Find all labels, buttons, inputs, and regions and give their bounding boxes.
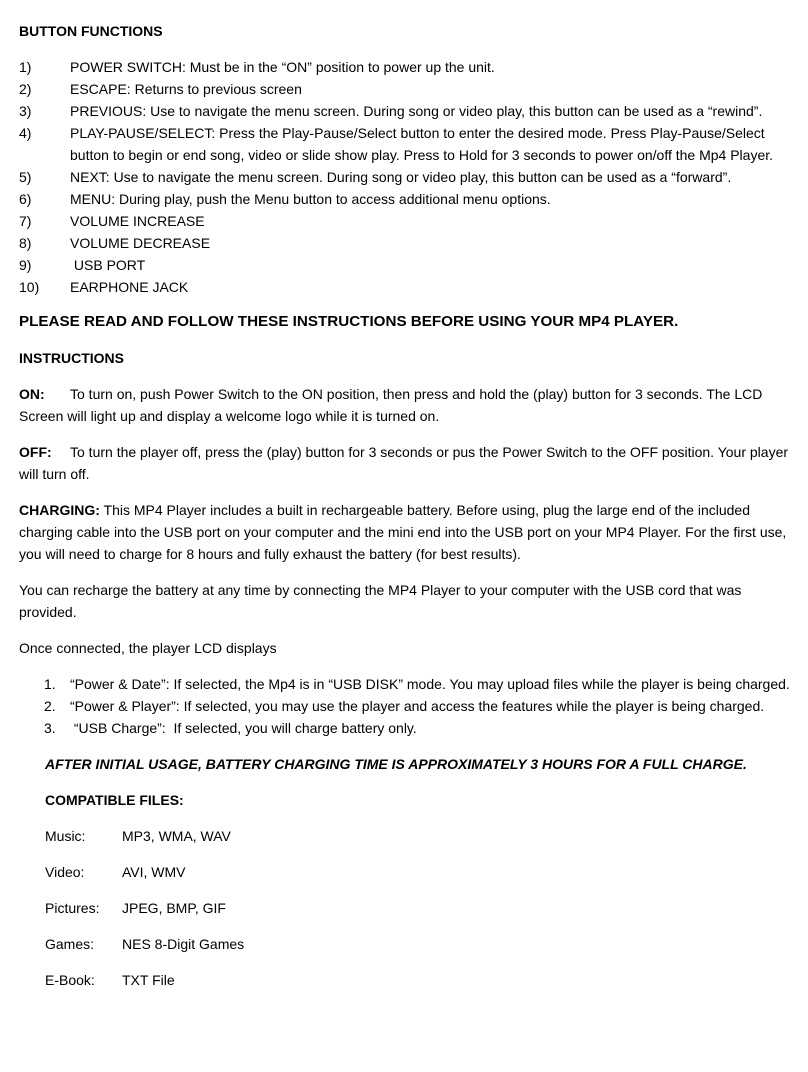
on-paragraph <box>19 383 794 427</box>
file-formats: TXT File <box>122 972 175 988</box>
file-category: Pictures: <box>45 900 100 916</box>
list-item-text: EARPHONE JACK <box>70 279 189 295</box>
off-paragraph <box>19 441 794 485</box>
list-item-text: “Power & Date”: If selected, the Mp4 is in “USB DISK” mode. You may upload files while the player is being charged. <box>70 676 790 692</box>
charging-time-warning: AFTER INITIAL USAGE, BATTERY CHARGING TIME IS APPROXIMATELY 3 HOURS FOR A FULL CHARGE. <box>45 756 747 772</box>
on-label: ON: <box>19 386 45 402</box>
list-item <box>19 100 794 122</box>
list-item-number: 2) <box>19 81 32 97</box>
button-functions-list <box>19 56 794 298</box>
list-item-text: POWER SWITCH: Must be in the “ON” position to power up the unit. <box>70 59 495 75</box>
list-item-number: 4) <box>19 125 32 141</box>
list-item-text: VOLUME INCREASE <box>70 213 205 229</box>
list-item-number: 6) <box>19 191 32 207</box>
charging-text: This MP4 Player includes a built in rechargeable battery. Before using, plug the large end of the included charging cable into the USB port on your computer and the mini end into the USB port on your MP4 Player. For the first use, you will need to charge for 8 hours and fully exhaust the battery (for best results). <box>19 502 787 562</box>
file-formats: AVI, WMV <box>122 864 186 880</box>
list-item-number: 10) <box>19 279 40 295</box>
list-item-text: USB PORT <box>70 257 146 273</box>
off-label: OFF: <box>19 444 52 460</box>
list-item-number: 1. <box>44 676 56 692</box>
charge-modes-list <box>19 673 794 739</box>
list-item-text: PREVIOUS: Use to navigate the menu screen. During song or video play, this button can be used as a “rewind”. <box>70 103 763 119</box>
charging-label: CHARGING: <box>19 502 100 518</box>
list-item <box>19 188 794 210</box>
list-item <box>19 210 794 232</box>
list-item <box>19 232 794 254</box>
compatible-files-heading: COMPATIBLE FILES: <box>45 792 184 808</box>
list-item-number: 9) <box>19 257 32 273</box>
file-category: E-Book: <box>45 972 95 988</box>
list-item-text: PLAY-PAUSE/SELECT: Press the Play-Pause/Select button to enter the desired mode. Press Play-Pause/Select button to begin or end song, video or slide show play. Press to Hold for 3 seconds to power on/off the Mp4 Player. <box>70 125 774 163</box>
list-item-text: “Power & Player”: If selected, you may use the player and access the features while the player is being charged. <box>70 698 765 714</box>
off-text: To turn the player off, press the (play) button for 3 seconds or pus the Power Switch to the OFF position. Your player will turn off. <box>19 444 789 482</box>
list-item <box>19 717 794 739</box>
file-category: Video: <box>45 864 85 880</box>
file-formats: NES 8-Digit Games <box>122 936 245 952</box>
list-item-text: VOLUME DECREASE <box>70 235 211 251</box>
list-item-number: 7) <box>19 213 32 229</box>
compatible-file-row <box>45 969 794 991</box>
list-item <box>19 276 794 298</box>
instructions-heading: INSTRUCTIONS <box>19 350 124 366</box>
list-item-number: 2. <box>44 698 56 714</box>
document-page <box>19 20 794 1005</box>
list-item-number: 1) <box>19 59 32 75</box>
file-formats: MP3, WMA, WAV <box>122 828 231 844</box>
list-item-number: 5) <box>19 169 32 185</box>
list-item <box>19 78 794 100</box>
list-item-number: 8) <box>19 235 32 251</box>
list-item <box>19 122 794 166</box>
list-item-text: ESCAPE: Returns to previous screen <box>70 81 302 97</box>
compatible-file-row <box>45 825 794 847</box>
list-item <box>19 254 794 276</box>
on-text: To turn on, push Power Switch to the ON position, then press and hold the (play) button for 3 seconds. The LCD Screen will light up and display a welcome logo while it is turned on. <box>19 386 763 424</box>
file-formats: JPEG, BMP, GIF <box>122 900 226 916</box>
list-item <box>19 166 794 188</box>
compatible-file-row <box>45 897 794 919</box>
list-item-text: NEXT: Use to navigate the menu screen. During song or video play, this button can be used as a “forward”. <box>70 169 732 185</box>
recharge-paragraph: You can recharge the battery at any time by connecting the MP4 Player to your computer with the USB cord that was provided. <box>19 582 742 620</box>
list-item <box>19 695 794 717</box>
list-item-text: MENU: During play, push the Menu button to access additional menu options. <box>70 191 551 207</box>
list-item-number: 3. <box>44 720 56 736</box>
connected-paragraph: Once connected, the player LCD displays <box>19 640 277 656</box>
list-item <box>19 56 794 78</box>
list-item <box>19 673 794 695</box>
file-category: Music: <box>45 828 86 844</box>
compatible-file-row <box>45 933 794 955</box>
file-category: Games: <box>45 936 95 952</box>
compatible-file-row <box>45 861 794 883</box>
list-item-number: 3) <box>19 103 32 119</box>
notice-heading: PLEASE READ AND FOLLOW THESE INSTRUCTIONS BEFORE USING YOUR MP4 PLAYER. <box>19 313 679 330</box>
button-functions-heading: BUTTON FUNCTIONS <box>19 23 163 39</box>
list-item-text: “USB Charge”: If selected, you will charge battery only. <box>70 720 417 736</box>
charging-paragraph <box>19 499 794 565</box>
